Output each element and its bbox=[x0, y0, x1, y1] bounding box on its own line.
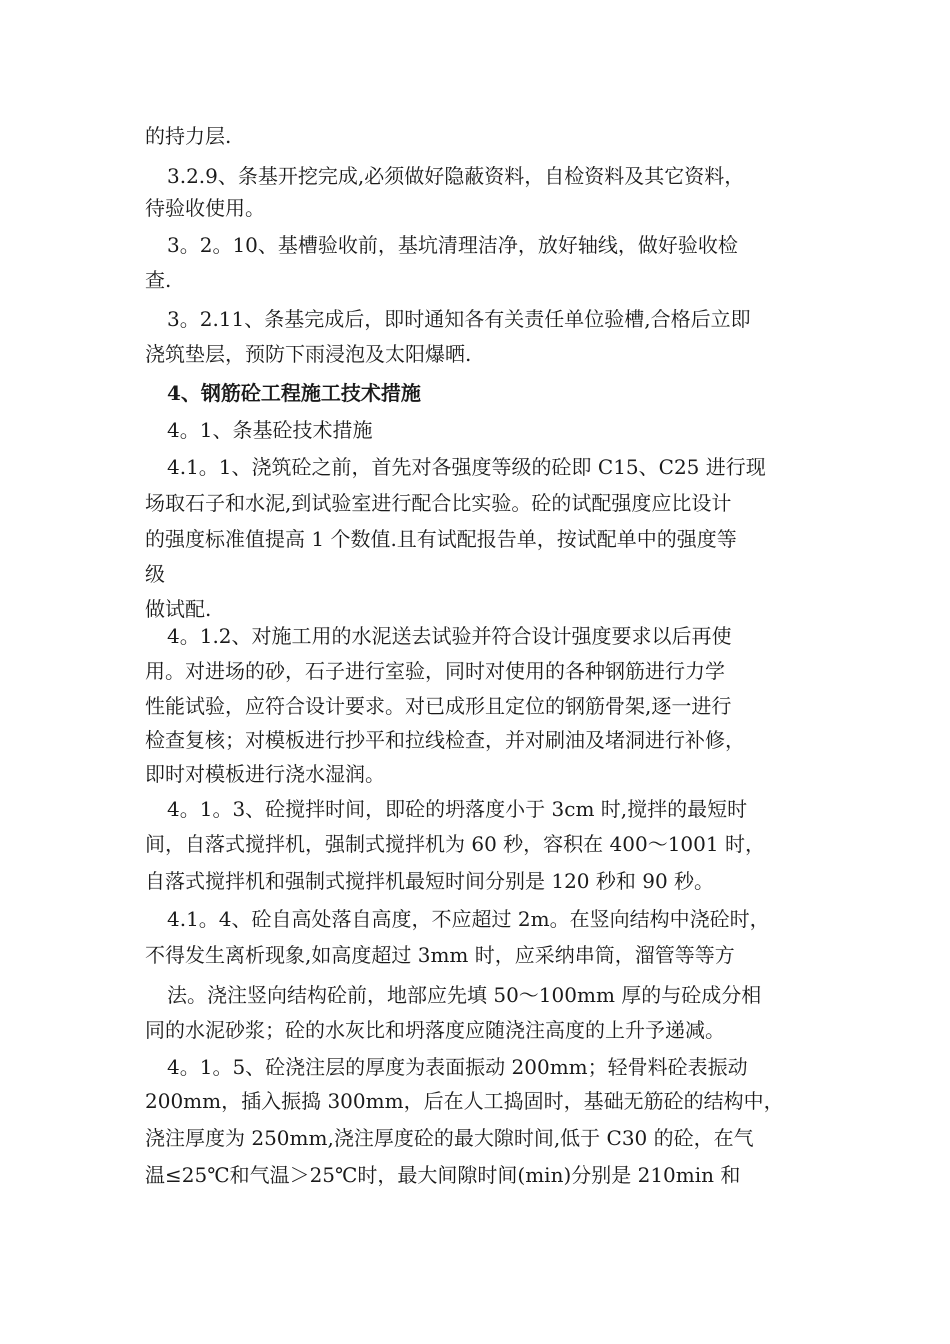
subsection-heading: 4。1、条基砼技术措施 bbox=[167, 418, 373, 442]
text-line: 性能试验，应符合设计要求。对已成形且定位的钢筋骨架,逐一进行 bbox=[145, 694, 732, 718]
text-line: 待验收使用。 bbox=[145, 196, 265, 220]
text-line: 浇注厚度为 250mm,浇注厚度砼的最大隙时间,低于 C30 的砼，在气 bbox=[145, 1126, 754, 1150]
text-line: 4.1。4、砼自高处落自高度，不应超过 2m。在竖向结构中浇砼时， bbox=[167, 907, 770, 931]
text-line: 不得发生离析现象,如高度超过 3mm 时，应采纳串筒，溜管等等方 bbox=[145, 943, 735, 967]
text-line: 做试配. bbox=[145, 597, 212, 621]
text-line: 4。1.2、对施工用的水泥送去试验并符合设计强度要求以后再使 bbox=[167, 624, 732, 648]
text-line: 间，自落式搅拌机，强制式搅拌机为 60 秒，容积在 400～1001 时， bbox=[145, 832, 765, 856]
text-line: 4。1。3、砼搅拌时间，即砼的坍落度小于 3cm 时,搅拌的最短时 bbox=[167, 797, 748, 821]
text-line: 级 bbox=[145, 562, 165, 586]
text-line: 200mm，插入振捣 300mm，后在人工捣固时，基础无筋砼的结构中， bbox=[145, 1089, 784, 1113]
text-line: 同的水泥砂浆；砼的水灰比和坍落度应随浇注高度的上升予递减。 bbox=[145, 1018, 725, 1042]
text-line: 即时对模板进行浇水湿润。 bbox=[145, 762, 385, 786]
text-line: 自落式搅拌机和强制式搅拌机最短时间分别是 120 秒和 90 秒。 bbox=[145, 869, 715, 893]
text-line: 用。对进场的砂，石子进行室验，同时对使用的各种钢筋进行力学 bbox=[145, 659, 725, 683]
text-line: 法。浇注竖向结构砼前，地部应先填 50～100mm 厚的与砼成分相 bbox=[167, 983, 762, 1007]
text-line: 查. bbox=[145, 268, 172, 292]
text-line: 3。2。10、基槽验收前，基坑清理洁净，放好轴线，做好验收检 bbox=[167, 233, 738, 257]
text-line: 3.2.9、条基开挖完成,必须做好隐蔽资料，自检资料及其它资料， bbox=[167, 164, 745, 188]
text-line: 温≤25℃和气温＞25℃时，最大间隙时间(min)分别是 210min 和 bbox=[145, 1163, 741, 1187]
text-line: 3。2.11、条基完成后，即时通知各有关责任单位验槽,合格后立即 bbox=[167, 307, 751, 331]
text-line: 检查复核；对模板进行抄平和拉线检查，并对刷油及堵洞进行补修， bbox=[145, 728, 745, 752]
text-line: 的持力层. bbox=[145, 124, 232, 148]
text-line: 4.1。1、浇筑砼之前，首先对各强度等级的砼即 C15、C25 进行现 bbox=[167, 455, 766, 479]
text-line: 的强度标准值提高 1 个数值.且有试配报告单，按试配单中的强度等 bbox=[145, 527, 737, 551]
text-line: 场取石子和水泥,到试验室进行配合比实验。砼的试配强度应比设计 bbox=[145, 491, 732, 515]
text-line: 4。1。5、砼浇注层的厚度为表面振动 200mm；轻骨料砼表振动 bbox=[167, 1055, 748, 1079]
text-line: 浇筑垫层，预防下雨浸泡及太阳爆晒. bbox=[145, 342, 472, 366]
section-heading: 4、钢筋砼工程施工技术措施 bbox=[167, 381, 421, 405]
